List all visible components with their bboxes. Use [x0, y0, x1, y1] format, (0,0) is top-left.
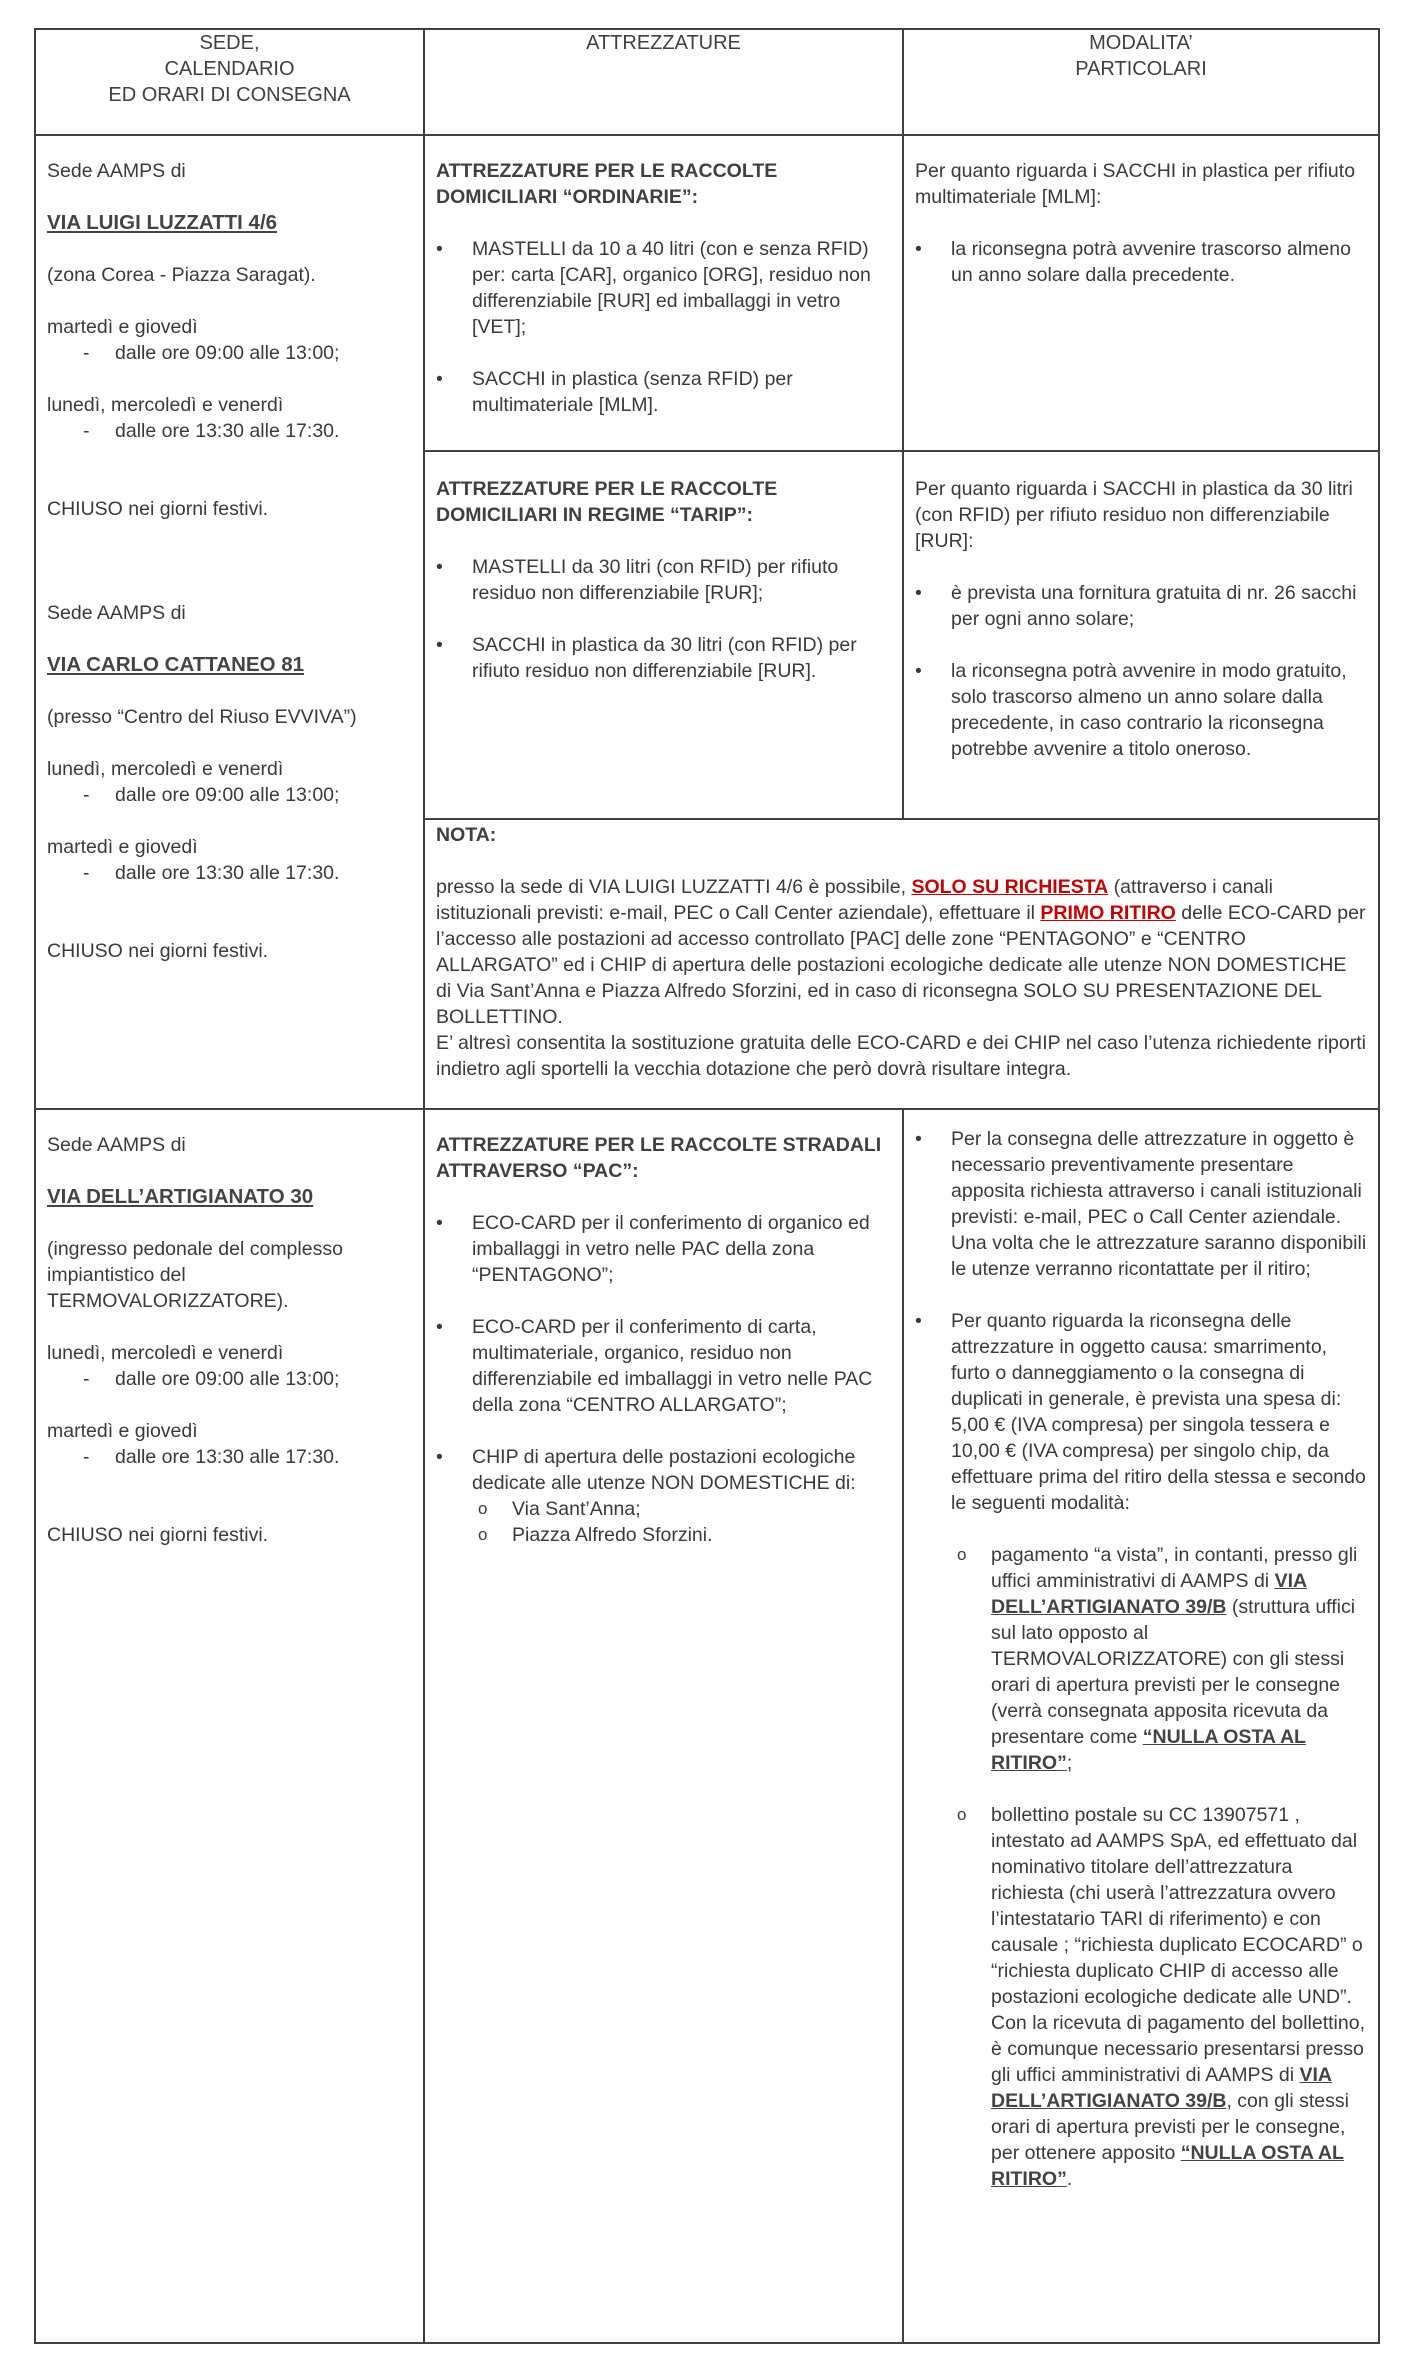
site3-days2: martedì e giovedì [47, 1420, 198, 1442]
list-item: • la riconsegna potrà avvenire in modo gratuito, solo trascorso almeno un anno solare dalla precedente, in caso contrario la riconsegna potrebbe avvenire a titolo oneroso. [915, 658, 1367, 762]
artigianato-39b-address: VIA DELL’ARTIGIANATO 39/B [991, 1570, 1308, 1618]
ordinarie-cell [424, 135, 903, 451]
site1-note: (zona Corea - Piazza Saragat). [47, 264, 316, 286]
site3-intro: Sede AAMPS di [47, 1134, 186, 1156]
list-item: • SACCHI in plastica (senza RFID) per multimateriale [MLM]. [436, 366, 891, 418]
site2-address: VIA CARLO CATTANEO 81 [47, 653, 305, 676]
site3-hours2: - dalle ore 13:30 alle 17:30. [47, 1444, 412, 1470]
ordinarie-mod-list [915, 236, 1367, 288]
site2-hours1: - dalle ore 09:00 alle 13:00; [47, 782, 412, 808]
site1-closed: CHIUSO nei giorni festivi. [47, 498, 269, 520]
pac-mod-list [915, 1126, 1367, 1516]
site2-hours2: - dalle ore 13:30 alle 17:30. [47, 860, 412, 886]
nulla-osta-label: “NULLA OSTA AL RITIRO” [991, 2142, 1344, 2190]
nota-paragraph-1: presso la sede di VIA LUIGI LUZZATTI 4/6 è possibile, SOLO SU RICHIESTA (attraverso i canali istituzionali previsti: e-mail, PEC o Call Center aziendale), effettuare il PRIMO RITIRO delle ECO-CARD per l’accesso alle postazioni ad accesso controllato [PAC] delle zone “PENTAGONO” e “CENTRO ALLARGATO” ed i CHIP di apertura delle postazioni ecologiche dedicate alle utenze NON DOMESTICHE di Via Sant’Anna e Piazza Alfredo Sforzini, ed in caso di riconsegna SOLO SU PRESENTAZIONE DEL BOLLETTINO. [436, 876, 1366, 1028]
pac-row [35, 1109, 1379, 2343]
site2-closed: CHIUSO nei giorni festivi. [47, 940, 269, 962]
nota-cell [424, 819, 1379, 1109]
ordinarie-row [35, 135, 1379, 451]
site3-closed: CHIUSO nei giorni festivi. [47, 1524, 269, 1546]
site1-days1: martedì e giovedì [47, 316, 198, 338]
site1-address: VIA LUIGI LUZZATTI 4/6 [47, 211, 278, 234]
nulla-osta-label: “NULLA OSTA AL RITIRO” [991, 1726, 1306, 1774]
consegna-table [34, 28, 1380, 2344]
nota-paragraph-2: E’ altresì consentita la sostituzione gratuita delle ECO-CARD e dei CHIP nel caso l’utenza richiedente riporti indietro agli sportelli la vecchia dotazione che però dovrà risultare integra. [436, 1032, 1366, 1080]
payment-option-cash: o pagamento “a vista”, in contanti, presso gli uffici amministrativi di AAMPS di VIA DELL’ARTIGIANATO 39/B (struttura uffici sul lato opposto al TERMOVALORIZZATORE) con gli stessi orari di apertura previsti per le consegne (verrà consegnata apposita ricevuta da presentare come “NULLA OSTA AL RITIRO”; [951, 1542, 1367, 1776]
nota-title: NOTA: [436, 824, 497, 846]
tarip-mod-list [915, 580, 1367, 762]
list-item: • Per quanto riguarda la riconsegna delle attrezzature in oggetto causa: smarrimento, furto o danneggiamento o la consegna di duplicati in generale, è prevista una spesa di: 5,00 € (IVA compresa) per singola tessera e 10,00 € (IVA compresa) per singolo chip, da effettuare prima del ritiro della stessa e secondo le seguenti modalità: [915, 1308, 1367, 1516]
list-item: • la riconsegna potrà avvenire trascorso almeno un anno solare dalla precedente. [915, 236, 1367, 288]
site2-note: (presso “Centro del Riuso EVVIVA”) [47, 706, 357, 728]
list-item: o Via Sant’Anna; [472, 1496, 891, 1522]
list-item: • ECO-CARD per il conferimento di organico ed imballaggi in vetro nelle PAC della zona “PENTAGONO”; [436, 1210, 891, 1288]
site3-note: (ingresso pedonale del complesso impiantistico del TERMOVALORIZZATORE). [47, 1238, 343, 1312]
site1-days2: lunedì, mercoledì e venerdì [47, 394, 284, 416]
list-item: • CHIP di apertura delle postazioni ecologiche dedicate alle utenze NON DOMESTICHE di: o Via Sant’Anna; o Piazza Alfredo Sforzini. [436, 1444, 891, 1548]
list-item: o Piazza Alfredo Sforzini. [472, 1522, 891, 1548]
tarip-list [436, 554, 891, 684]
list-item: • MASTELLI da 10 a 40 litri (con e senza RFID) per: carta [CAR], organico [ORG], residuo non differenziabile [RUR] ed imballaggi in vetro [VET]; [436, 236, 891, 340]
pac-title: ATTREZZATURE PER LE RACCOLTE STRADALI ATTRAVERSO “PAC”: [436, 1134, 882, 1182]
pac-sublist [472, 1496, 891, 1548]
pac-list [436, 1210, 891, 1548]
site2-intro: Sede AAMPS di [47, 602, 186, 624]
ordinarie-modalita-cell [903, 135, 1379, 451]
pac-cell [424, 1109, 903, 2343]
site2-days2: martedì e giovedì [47, 836, 198, 858]
list-item: • SACCHI in plastica da 30 litri (con RFID) per rifiuto residuo non differenziabile [RUR]. [436, 632, 891, 684]
payment-options [915, 1542, 1367, 2192]
pac-modalita-cell [903, 1109, 1379, 2343]
site1-hours2: - dalle ore 13:30 alle 17:30. [47, 418, 412, 444]
tarip-cell [424, 451, 903, 819]
artigianato-39b-address: VIA DELL’ARTIGIANATO 39/B [991, 2064, 1333, 2112]
header-attrezzature: ATTREZZATURE [424, 29, 903, 135]
site2-days1: lunedì, mercoledì e venerdì [47, 758, 284, 780]
tarip-title: ATTREZZATURE PER LE RACCOLTE DOMICILIARI IN REGIME “TARIP”: [436, 478, 778, 526]
site3-address: VIA DELL’ARTIGIANATO 30 [47, 1185, 314, 1208]
tarip-mod-intro: Per quanto riguarda i SACCHI in plastica da 30 litri (con RFID) per rifiuto residuo non differenziabile [RUR]: [915, 478, 1353, 552]
site3-days1: lunedì, mercoledì e venerdì [47, 1342, 284, 1364]
solo-su-richiesta-highlight: SOLO SU RICHIESTA [911, 876, 1109, 898]
list-item: • ECO-CARD per il conferimento di carta, multimateriale, organico, residuo non differenziabile ed imballaggi in vetro nelle PAC della zona “CENTRO ALLARGATO”; [436, 1314, 891, 1418]
sede-cell-3 [35, 1109, 424, 2343]
payment-option-bollettino: o bollettino postale su CC 13907571 , intestato ad AAMPS SpA, ed effettuato dal nominativo titolare dell’attrezzatura richiesta (chi userà l’attrezzatura ovvero l’intestatario TARI di riferimento) e con causale ; “richiesta duplicato ECOCARD” o “richiesta duplicato CHIP di accesso alle postazioni ecologiche dedicate alle UND”. Con la ricevuta di pagamento del bollettino, è comunque necessario presentarsi presso gli uffici amministrativi di AAMPS di VIA DELL’ARTIGIANATO 39/B, con gli stessi orari di apertura previsti per le consegne, per ottenere apposito “NULLA OSTA AL RITIRO”. [951, 1802, 1367, 2192]
site3-hours1: - dalle ore 09:00 alle 13:00; [47, 1366, 412, 1392]
site1-intro: Sede AAMPS di [47, 160, 186, 182]
header-sede: SEDE, CALENDARIO ED ORARI DI CONSEGNA [35, 29, 424, 135]
header-row [35, 29, 1379, 135]
list-item: • è prevista una fornitura gratuita di nr. 26 sacchi per ogni anno solare; [915, 580, 1367, 632]
ordinarie-list [436, 236, 891, 418]
ordinarie-title: ATTREZZATURE PER LE RACCOLTE DOMICILIARI “ORDINARIE”: [436, 160, 778, 208]
site1-hours1: - dalle ore 09:00 alle 13:00; [47, 340, 412, 366]
list-item: • Per la consegna delle attrezzature in oggetto è necessario preventivamente presentare apposita richiesta attraverso i canali istituzionali previsti: e-mail, PEC o Call Center aziendale. Una volta che le attrezzature saranno disponibili le utenze verranno ricontattate per il ritiro; [915, 1126, 1367, 1282]
document-page [34, 28, 1378, 2348]
sede-cell-1 [35, 135, 424, 1109]
tarip-modalita-cell [903, 451, 1379, 819]
primo-ritiro-highlight: PRIMO RITIRO [1040, 902, 1176, 924]
list-item: • MASTELLI da 30 litri (con RFID) per rifiuto residuo non differenziabile [RUR]; [436, 554, 891, 606]
ordinarie-mod-intro: Per quanto riguarda i SACCHI in plastica per rifiuto multimateriale [MLM]: [915, 160, 1356, 208]
header-modalita: MODALITA’ PARTICOLARI [903, 29, 1379, 135]
